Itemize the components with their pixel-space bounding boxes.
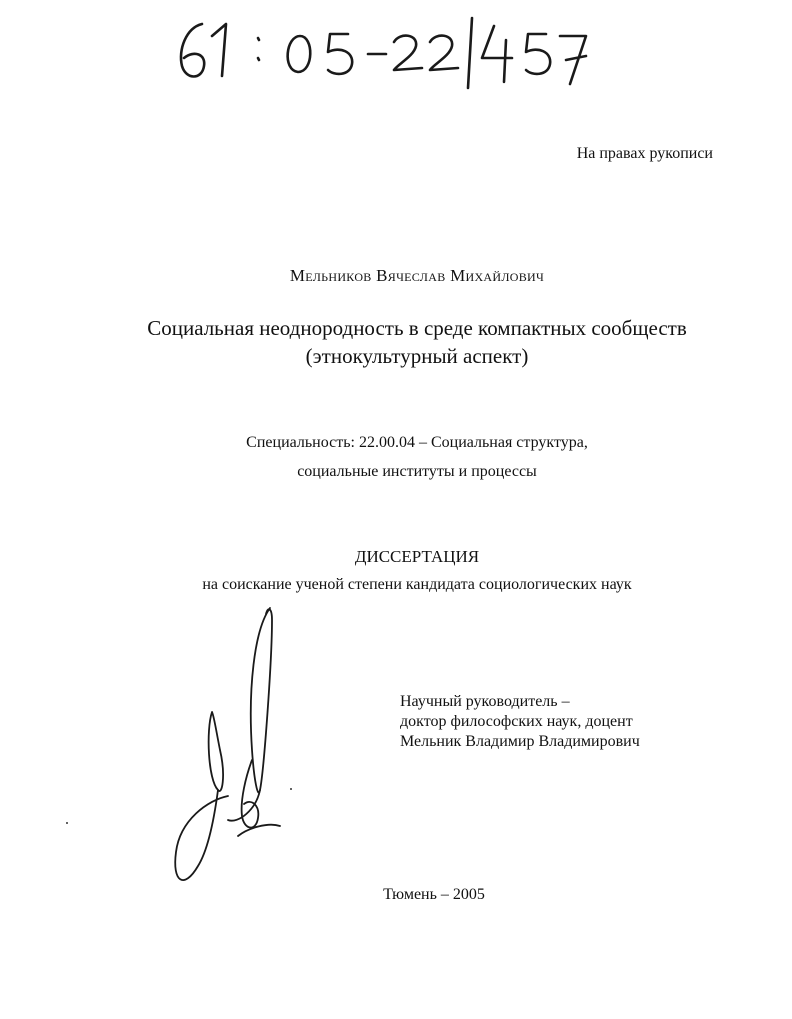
- title-line-2: (этнокультурный аспект): [305, 344, 529, 368]
- rights-notice: На правах рукописи: [576, 145, 713, 162]
- degree-line: на соискание ученой степени кандидата социологических наук: [202, 576, 632, 593]
- title-line-1: Социальная неоднородность в среде компактных сообществ: [147, 316, 687, 340]
- signature: [168, 600, 298, 910]
- supervisor-role: Научный руководитель –: [400, 693, 570, 710]
- supervisor-degree: доктор философских наук, доцент: [400, 713, 633, 730]
- scan-speck: [290, 788, 292, 790]
- city-year: Тюмень – 2005: [383, 886, 485, 903]
- specialty-line-2: социальные институты и процессы: [297, 463, 537, 480]
- supervisor-name: Мельник Владимир Владимирович: [400, 733, 640, 750]
- dissertation-title: [0, 314, 792, 370]
- author-name: Мельников Вячеслав Михайлович: [289, 266, 545, 285]
- supervisor-block: [400, 692, 740, 752]
- handwritten-archive-code: [172, 14, 592, 94]
- specialty-line-1: Специальность: 22.00.04 – Социальная структура,: [246, 434, 588, 451]
- scan-speck: [66, 822, 68, 824]
- dissertation-label: ДИССЕРТАЦИЯ: [354, 547, 480, 566]
- specialty: [0, 428, 792, 486]
